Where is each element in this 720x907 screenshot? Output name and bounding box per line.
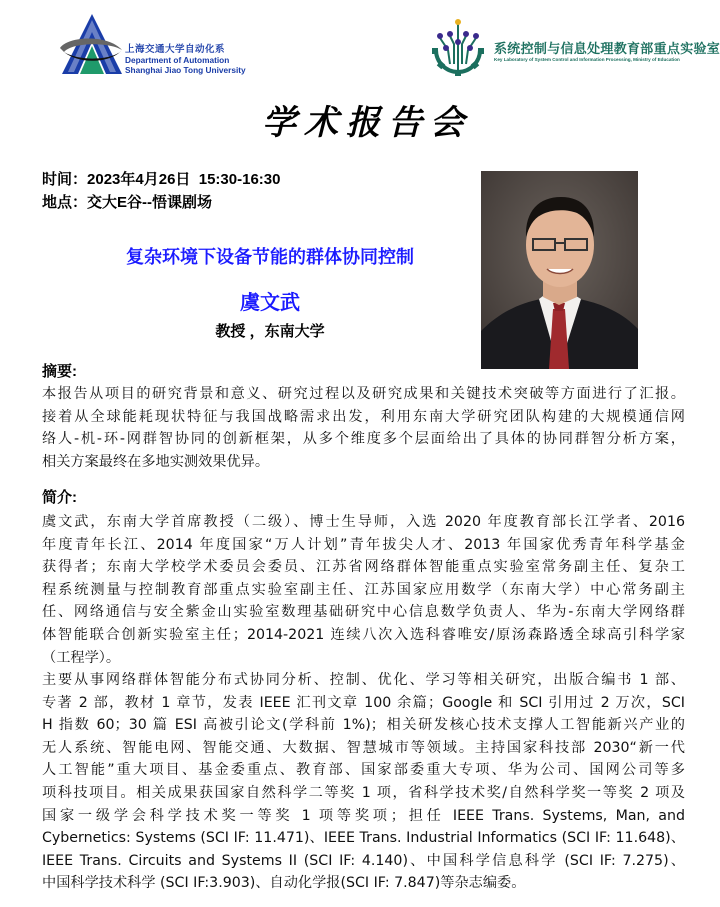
place-label: 地点：: [42, 194, 88, 211]
abstract-line: 本报告从项目的研究背景和意义、研究过程以及研究成果和关键技术突破等方面进行了汇报。: [42, 386, 685, 402]
bio-line: 程系统测量与控制教育部重点实验室副主任、江苏国家应用数学（东南大学）中心常务副主: [42, 581, 685, 598]
bio-paragraph-1: [42, 511, 685, 669]
abstract-heading: 摘要:: [42, 363, 77, 380]
sjtu-logo-text: [125, 45, 246, 75]
bio-line: 中国科学技术科学 (SCI IF:3.903)、自动化学报(SCI IF: 7.847)等杂志编委。: [42, 875, 526, 892]
abstract-line: 接着从全球能耗现状特征与我国战略需求出发，利用东南大学研究团队构建的大规模通信网: [42, 408, 685, 425]
bio-line: （工程学）。: [42, 649, 121, 666]
abstract-line: 相关方案最终在多地实测效果优异。: [42, 453, 270, 470]
speaker-affiliation: 教授 ，东南大学: [215, 323, 325, 340]
gear-circuit-icon: [428, 14, 488, 78]
bio-line: 国家一级学会科学技术奖一等奖 1 项等奖项；担任 IEEE Trans. Systems, Man, and: [42, 807, 685, 824]
bio-line: H 指数 60；30 篇 ESI 高被引论文(学科前 1%)；相关研发核心技术支撑人工智能新兴产业的: [42, 717, 685, 734]
bio-line: 项科技项目。相关成果获国家自然科学二等奖 1 项，省科学技术奖/自然科学奖一等奖 2 项及: [42, 784, 685, 801]
bio-line: 任、网络通信与安全紫金山实验室数理基础研究中心信息数学负责人、华为-东南大学网络群: [42, 604, 685, 621]
lab-cn-name: 系统控制与信息处理教育部重点实验室: [494, 41, 720, 56]
logo-en-univ: Shanghai Jiao Tong University: [125, 65, 246, 75]
lab-en-name: Key Laboratory of System Control and Information Processing, Ministry of Education: [494, 57, 680, 62]
bio-line: 无人系统、智能电网、智能交通、大数据、智慧城市等领域。主持国家科技部 2030“新一代: [42, 739, 685, 756]
bio-line: Cybernetics: Systems (SCI IF: 11.471)、IEEE Trans. Industrial Informatics (SCI IF: 11.648)、: [42, 830, 685, 847]
bio-line: 体智能联合创新实验室主任；2014-2021 连续八次入选科睿唯安/原汤森路透全球高引科学家: [42, 626, 685, 643]
bio-line: 人工智能”重大项目、基金委重点、教育部、国家部委重大专项、华为公司、国网公司等多: [42, 762, 685, 779]
place-value: 交大E谷--悟课剧场: [87, 194, 213, 211]
time-value: 2023年4月26日 15:30-16:30: [87, 171, 281, 188]
event-time: [42, 168, 280, 189]
key-lab-logo: [428, 14, 718, 78]
sjtu-triangle-icon: [58, 12, 128, 76]
time-label: 时间：: [42, 171, 88, 188]
speaker-name: 虞文武: [240, 292, 300, 314]
event-place: [42, 191, 212, 212]
bio-line: 专著 2 部，教材 1 章节，发表 IEEE 汇刊文章 100 余篇；Google 和 SCI 引用过 2 万次，SCI: [42, 694, 685, 711]
bio-line: 年度青年长江、2014 年度国家“万人计划”青年拔尖人才、2013 年国家优秀青年科学基金: [42, 536, 685, 553]
bio-heading: 简介:: [42, 489, 77, 506]
bio-line: 获得者；东南大学校学术委员会委员、江苏省网络群体智能重点实验室常务副主任、复杂工: [42, 559, 685, 576]
logo-en-dept: Department of Automation: [125, 55, 230, 65]
page-title: 学术报告会: [262, 103, 472, 143]
speaker-photo: [481, 171, 638, 369]
logo-cn-name: 上海交通大学自动化系: [125, 44, 226, 55]
sjtu-automation-logo: [58, 12, 258, 76]
bio-line: 主要从事网络群体智能分布式协同分析、控制、优化、学习等相关研究，出版合编书 1 部、: [42, 672, 685, 688]
bio-line: 虞文武，东南大学首席教授（二级）、博士生导师，入选 2020 年度教育部长江学者、2016: [42, 514, 685, 530]
abstract-text: [42, 383, 685, 473]
bio-paragraph-2: [42, 669, 685, 895]
bio-line: IEEE Trans. Circuits and Systems II (SCI IF: 4.140)、中国科学信息科学 (SCI IF: 7.275)、: [42, 852, 685, 869]
abstract-line: 络人-机-环-网群智协同的创新框架，从多个维度多个层面给出了具体的协同群智分析方案，: [42, 431, 685, 448]
talk-title: 复杂环境下设备节能的群体协同控制: [126, 247, 414, 267]
portrait-image: [481, 171, 638, 369]
